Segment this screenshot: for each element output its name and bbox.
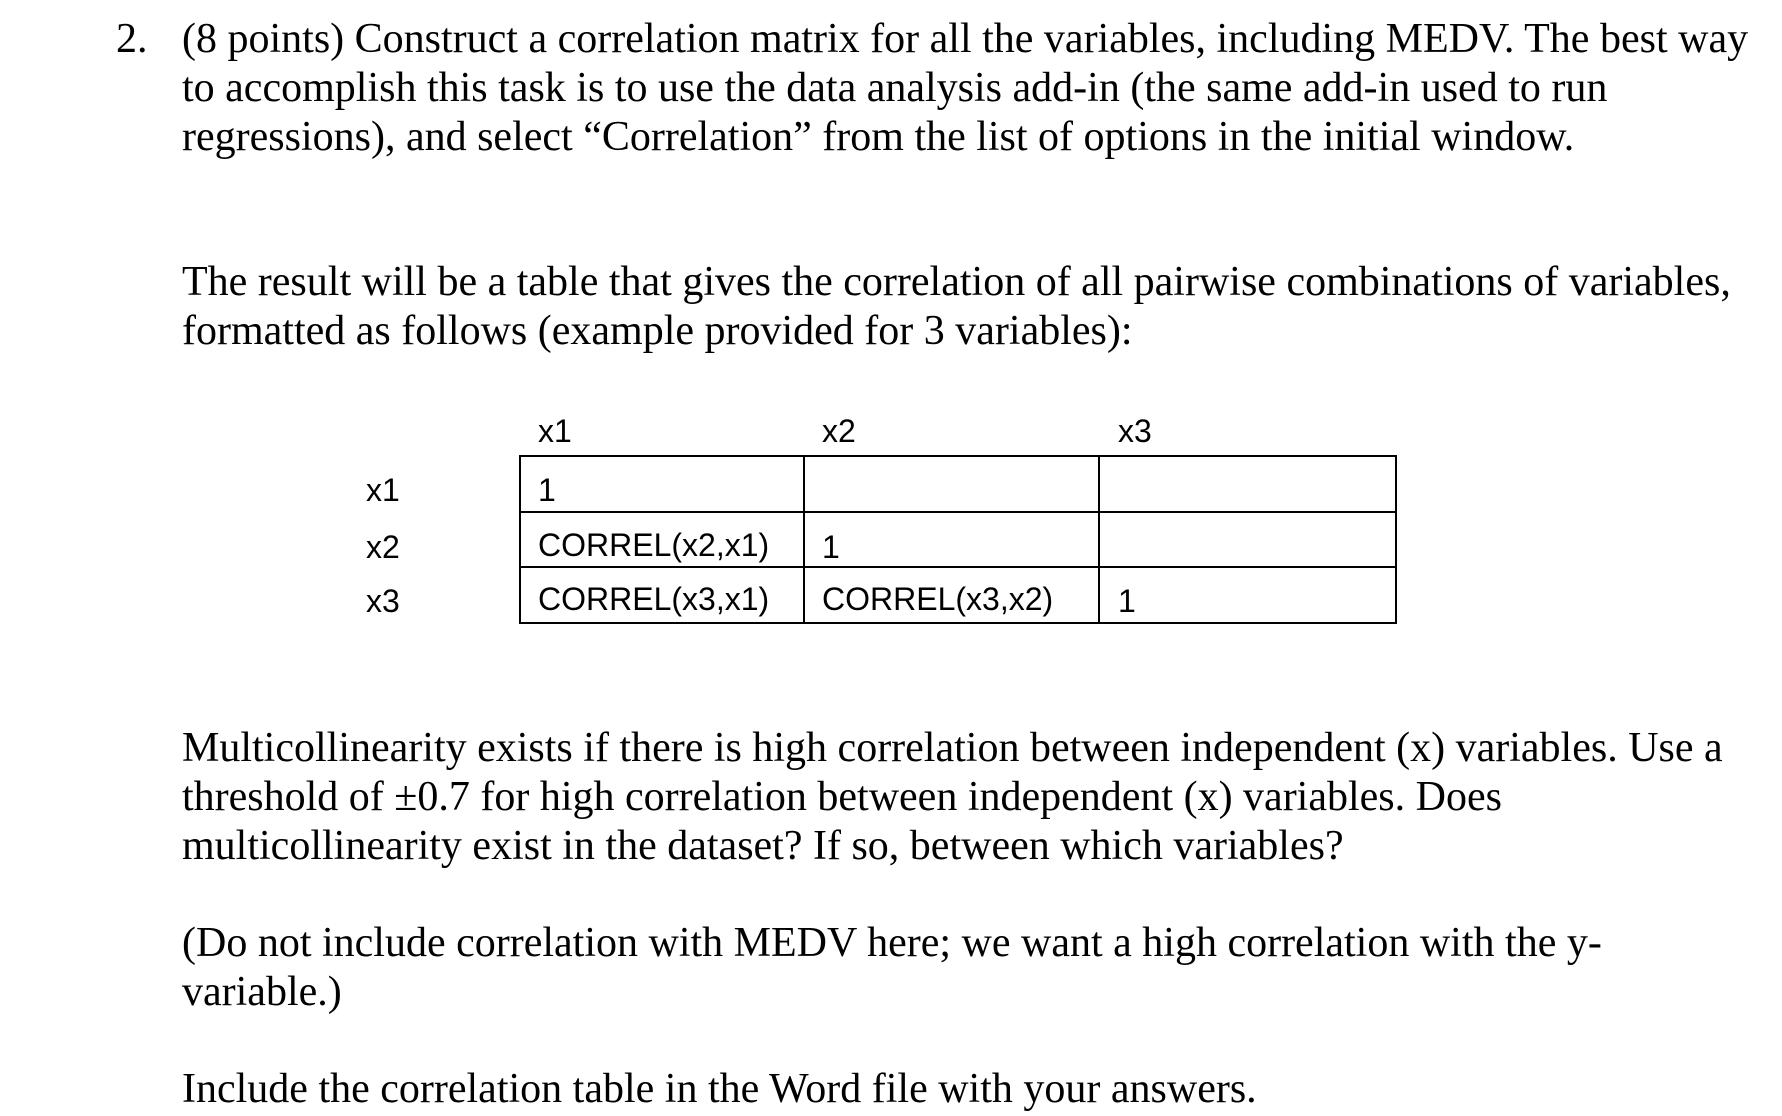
table-row-divider: [519, 566, 1397, 568]
row-header-x3: x3: [366, 583, 400, 619]
table-cell-r2-c1: CORREL(x2,x1): [538, 527, 770, 563]
table-cell-r2-c2: 1: [822, 529, 840, 565]
row-header-x1: x1: [366, 472, 400, 508]
row-header-x2: x2: [366, 529, 400, 565]
table-cell-r3-c1: CORREL(x3,x1): [538, 581, 770, 617]
table-column-divider: [1098, 455, 1100, 624]
question-number: 2.: [116, 16, 148, 62]
table-cell-r1-c1: 1: [538, 472, 556, 508]
multicollinearity-question: Multicollinearity exists if there is high correlation between independent (x) variables. Use a threshold of ±0.7 for high correlation between independent (x) variables. Does multicollinearity exist in the dataset? If so, between which variables?: [182, 725, 1723, 869]
table-row-divider: [519, 511, 1397, 513]
table-cell-r3-c3: 1: [1118, 583, 1136, 619]
column-header-x1: x1: [538, 413, 572, 449]
table-column-divider: [803, 455, 805, 624]
table-cell-r3-c2: CORREL(x3,x2): [822, 581, 1054, 617]
table-description-paragraph: The result will be a table that gives the correlation of all pairwise combinations of variables, formatted as follows (example provided for 3 variables):: [182, 259, 1731, 354]
submission-instruction: Include the correlation table in the Word file with your answers.: [182, 1066, 1257, 1112]
column-header-x3: x3: [1118, 413, 1152, 449]
instruction-paragraph: (8 points) Construct a correlation matrix for all the variables, including MEDV. The best way to accomplish this task is to use the data analysis add-in (the same add-in used to run regressions), and select “Correlation” from the list of options in the initial window.: [182, 16, 1749, 160]
column-header-x2: x2: [822, 413, 856, 449]
medv-note: (Do not include correlation with MEDV here; we want a high correlation with the y-variable.): [182, 920, 1602, 1015]
